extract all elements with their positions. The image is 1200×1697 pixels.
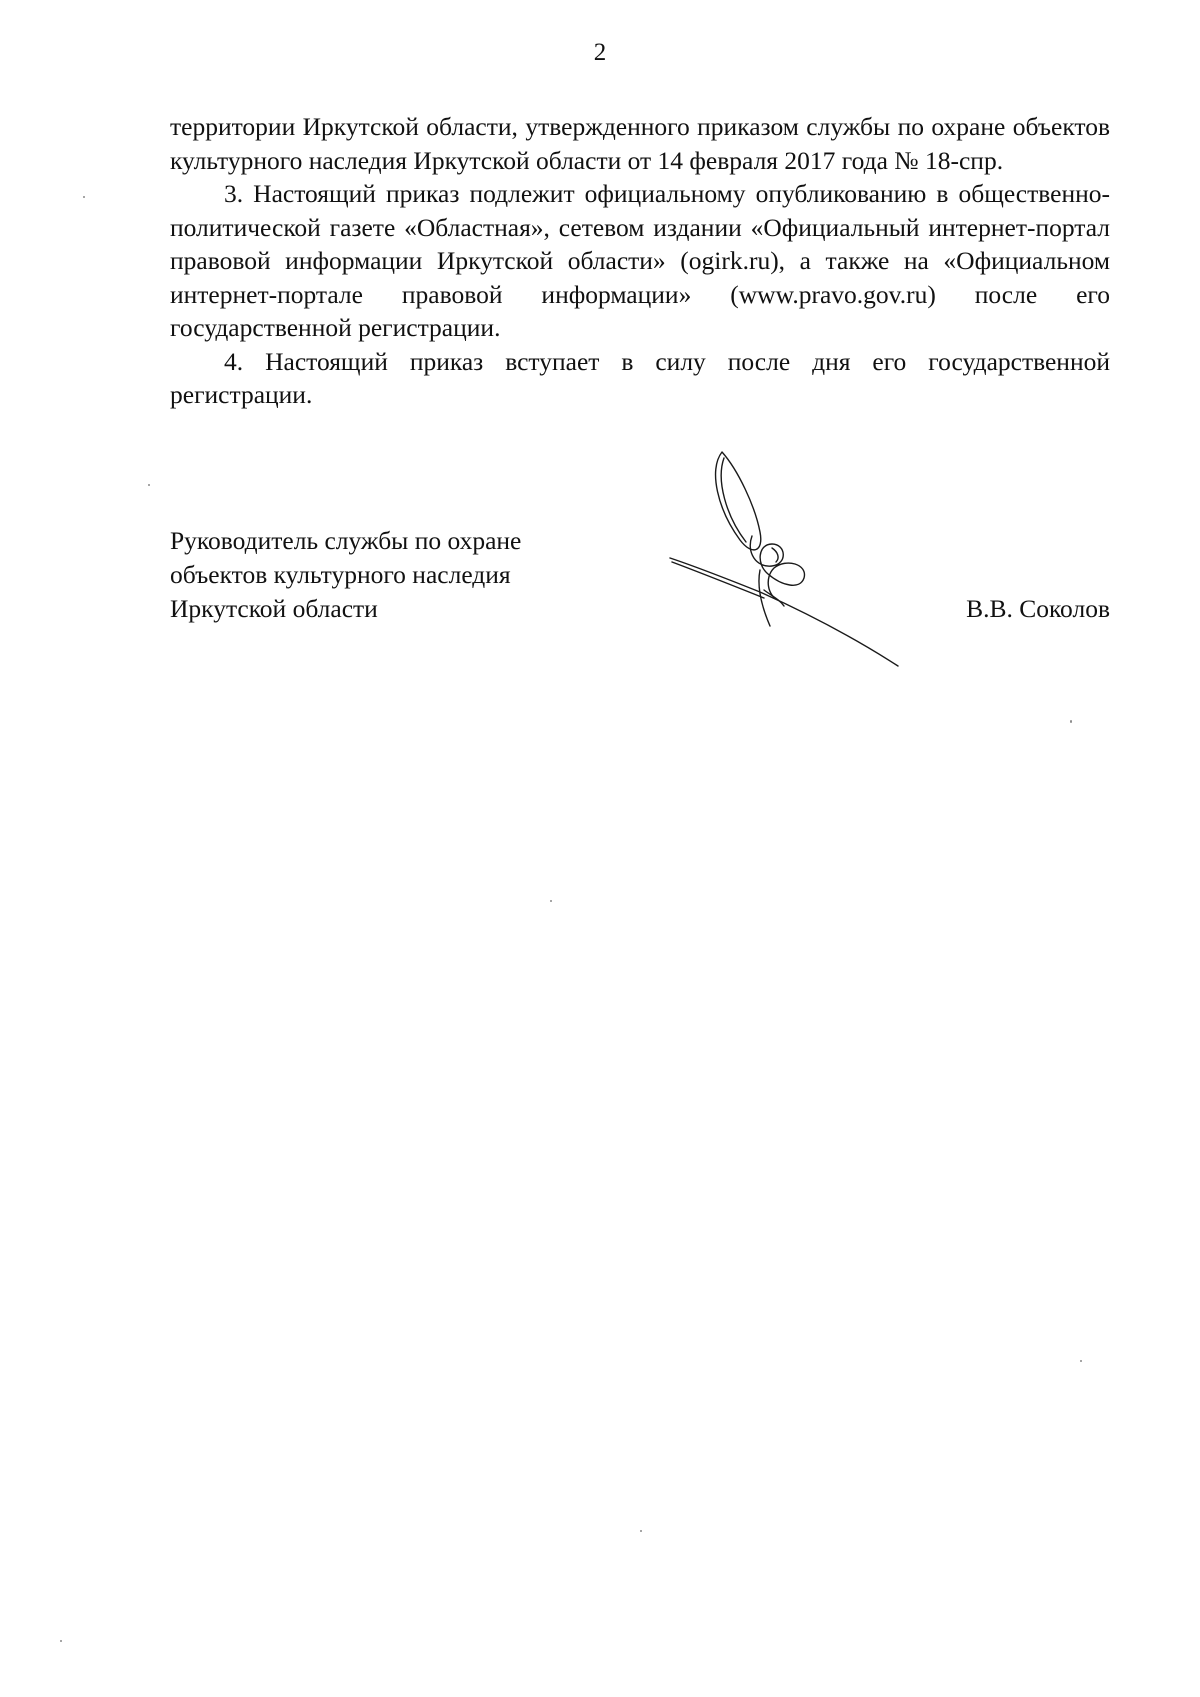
page-number: 2 (593, 39, 607, 66)
position-line-2: объектов культурного наследия (170, 560, 511, 589)
signatory-position (170, 524, 521, 626)
scan-speck (1070, 720, 1072, 723)
signer-name: В.В. Соколов (966, 594, 1110, 623)
scan-speck (640, 1530, 642, 1532)
scan-speck (1080, 1360, 1082, 1362)
position-line-3: Иркутской области (170, 594, 378, 623)
scan-speck (60, 1640, 62, 1642)
paragraph-4: 4. Настоящий приказ вступает в силу после дня его государственной регистрации. (170, 346, 1110, 409)
paragraph-3: 3. Настоящий приказ подлежит официальному опубликованию в общественно-политической газете «Областная», сетевом издании «Официальный интернет-портал правовой информации Иркутской области» (ogirk.ru), а также на «Официальном интернет-портале правовой информации» (www.pravo.gov.ru) после его государственной регистрации. (170, 179, 1110, 342)
scan-speck (550, 900, 552, 902)
scan-speck (148, 484, 150, 486)
handwritten-signature (660, 440, 910, 680)
position-line-1: Руководитель службы по охране (170, 526, 522, 555)
scan-speck (83, 196, 85, 198)
document-body (170, 110, 1110, 412)
paragraph-continuation: территории Иркутской области, утвержденного приказом службы по охране объектов культурного наследия Иркутской области от 14 февраля 2017 года № 18-спр. (170, 112, 1110, 175)
